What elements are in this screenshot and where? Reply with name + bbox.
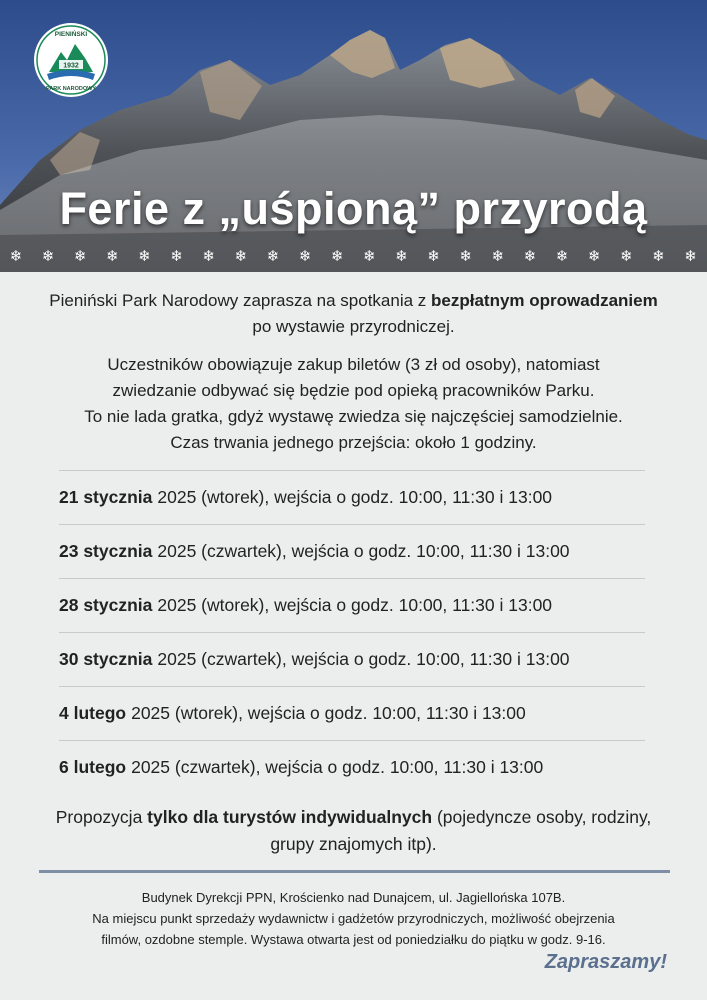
footer-line: Na miejscu punkt sprzedaży wydawnictw i gadżetów przyrodniczych, możliwość obejrzenia xyxy=(92,911,615,926)
schedule-row: 6 lutego 2025 (czwartek), wejścia o godz. 10:00, 11:30 i 13:00 xyxy=(59,757,544,777)
snowflake-icon: ❄ xyxy=(491,247,505,265)
page-title: Ferie z „uśpioną” przyrodą xyxy=(59,183,648,234)
schedule-row: 30 stycznia 2025 (czwartek), wejścia o godz. 10:00, 11:30 i 13:00 xyxy=(59,633,645,687)
intro-line: zwiedzanie odbywać się będzie pod opieką pracowników Parku. xyxy=(112,381,595,400)
intro-line: Uczestników obowiązuje zakup biletów (3 zł od osoby), natomiast xyxy=(107,355,600,374)
snowflake-icon: ❄ xyxy=(41,247,55,265)
park-logo xyxy=(33,22,109,98)
closing-text: Zapraszamy! xyxy=(544,951,667,973)
outro-paragraph: Propozycja tylko dla turystów indywidualnych (pojedyncze osoby, rodziny, grupy znajomych itp). xyxy=(55,807,652,854)
snowflake-icon: ❄ xyxy=(74,247,87,265)
snowflake-icon: ❄ xyxy=(427,247,440,265)
snowflake-icon: ❄ xyxy=(684,247,697,265)
header-banner xyxy=(0,0,707,272)
footer-line: Budynek Dyrekcji PPN, Krościenko nad Dunajcem, ul. Jagiellońska 107B. xyxy=(141,890,566,905)
footer-info xyxy=(30,887,677,950)
intro-paragraph-1: Pieniński Park Narodowy zaprasza na spotkania z bezpłatnym oprowadzaniem po wystawie przyrodniczej. xyxy=(49,291,658,336)
snowflake-icon: ❄ xyxy=(266,247,280,265)
svg-text:PARK NARODOWY: PARK NARODOWY xyxy=(45,86,97,92)
snowflake-icon: ❄ xyxy=(363,247,376,265)
snowflake-icon: ❄ xyxy=(459,247,473,265)
snowflake-icon: ❄ xyxy=(9,247,23,265)
main-content xyxy=(0,272,707,950)
svg-text:PIENIŃSKI: PIENIŃSKI xyxy=(54,31,88,38)
snowflake-icon: ❄ xyxy=(331,247,344,265)
divider xyxy=(39,870,670,873)
snowflake-row xyxy=(0,244,707,268)
snowflake-icon: ❄ xyxy=(138,247,151,265)
snowflake-icon: ❄ xyxy=(555,247,569,265)
snowflake-icon: ❄ xyxy=(234,247,248,265)
snowflake-icon: ❄ xyxy=(588,247,601,265)
snowflake-icon: ❄ xyxy=(202,247,216,265)
snowflake-icon: ❄ xyxy=(523,247,537,265)
snowflake-icon: ❄ xyxy=(298,247,312,265)
schedule-row: 21 stycznia 2025 (wtorek), wejścia o godz. 10:00, 11:30 i 13:00 xyxy=(59,471,645,525)
snowflake-icon: ❄ xyxy=(106,247,119,265)
intro-line: To nie lada gratka, gdyż wystawę zwiedza się najczęściej samodzielnie. xyxy=(84,407,623,426)
schedule-row: 23 stycznia 2025 (czwartek), wejścia o godz. 10:00, 11:30 i 13:00 xyxy=(59,525,645,579)
svg-text:1932: 1932 xyxy=(63,62,79,70)
intro-line: Czas trwania jednego przejścia: około 1 godziny. xyxy=(170,433,537,452)
snowflake-icon: ❄ xyxy=(170,247,183,265)
schedule-list xyxy=(59,470,645,794)
schedule-row: 4 lutego 2025 (wtorek), wejścia o godz. 10:00, 11:30 i 13:00 xyxy=(59,687,645,741)
snowflake-icon: ❄ xyxy=(395,247,408,265)
footer-line: filmów, ozdobne stemple. Wystawa otwarta jest od poniedziałku do piątku w godz. 9-16. xyxy=(101,932,606,947)
schedule-row: 28 stycznia 2025 (wtorek), wejścia o godz. 10:00, 11:30 i 13:00 xyxy=(59,579,645,633)
snowflake-icon: ❄ xyxy=(652,247,665,265)
intro-paragraph-2 xyxy=(40,352,667,456)
snowflake-icon: ❄ xyxy=(620,247,633,265)
